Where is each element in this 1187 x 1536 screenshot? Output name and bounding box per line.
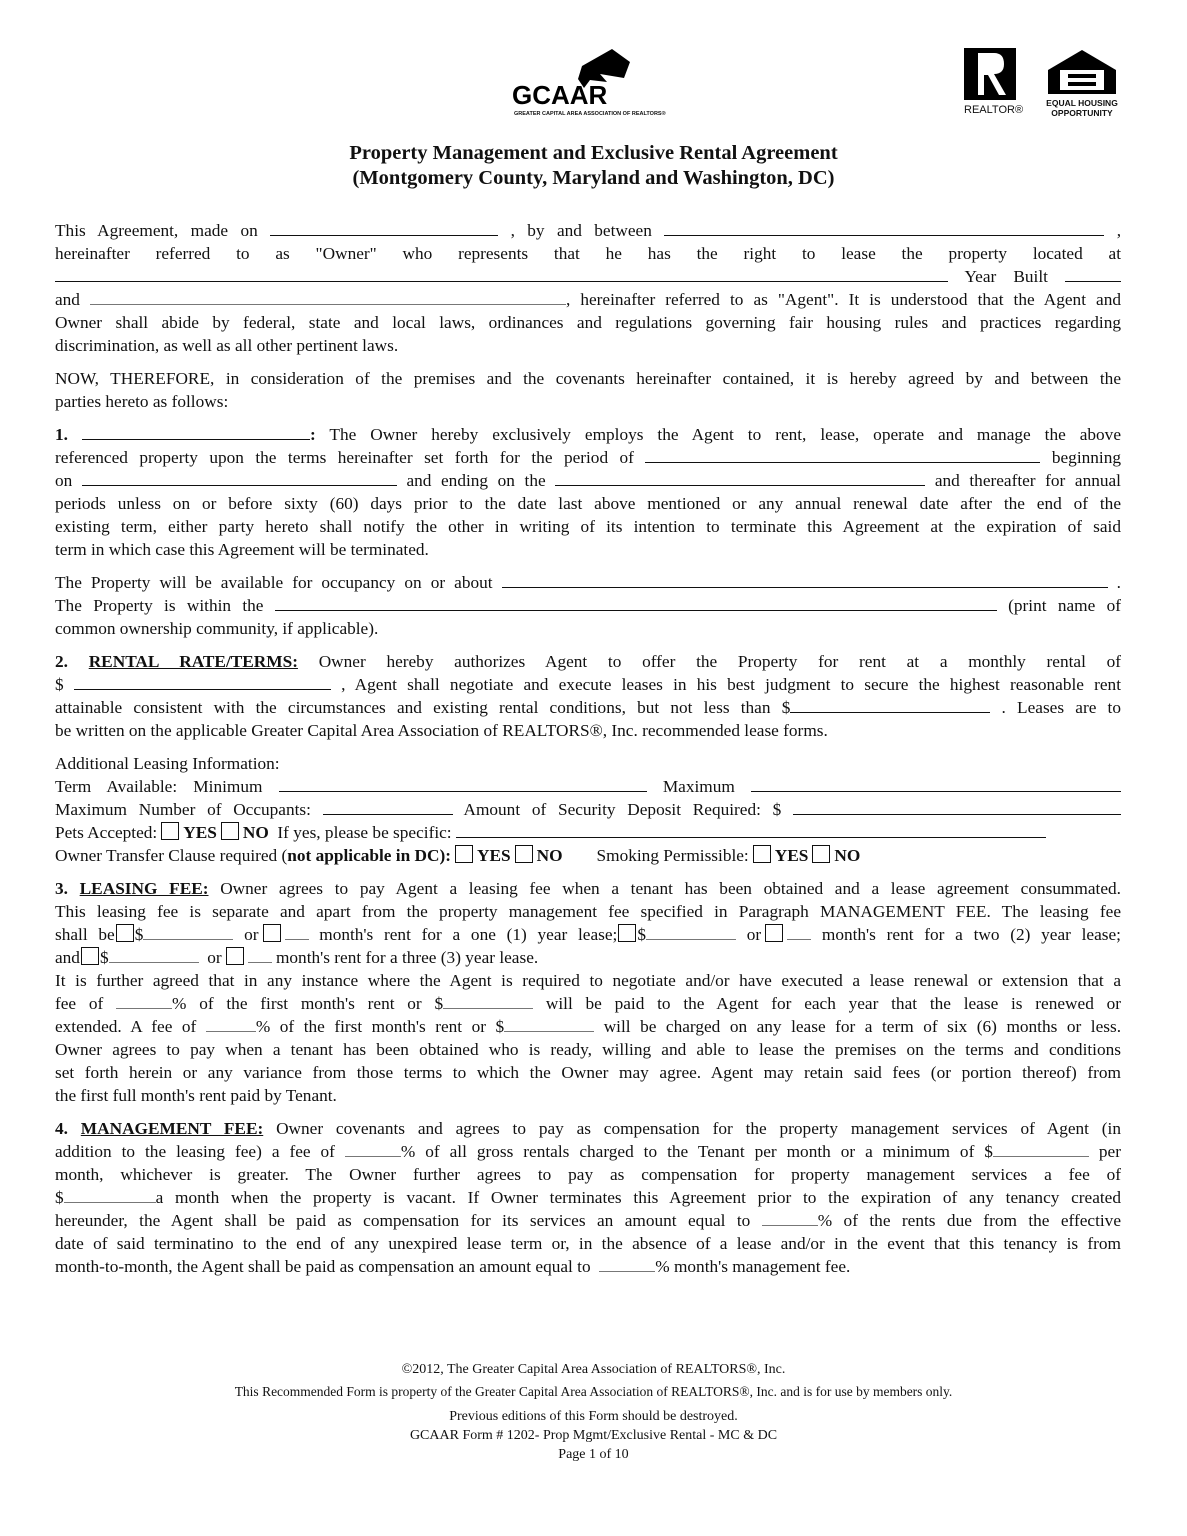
gcaar-logo: [512, 46, 666, 124]
s1-line: [55, 446, 1121, 469]
additional-info-label: Additional Leasing Information:: [55, 754, 280, 773]
text-segment: and: [55, 948, 80, 967]
s3-line: [55, 877, 1121, 900]
two-year-months-field[interactable]: [787, 923, 811, 940]
s1-heading-field[interactable]: [82, 423, 310, 440]
text-segment: YES: [183, 823, 217, 842]
text-segment: or: [746, 925, 762, 944]
s4-line: [55, 1255, 1121, 1278]
s3-line: Owner agrees to pay when a tenant has been obtained who is ready, willing and able to lease the premises on the terms and conditions: [55, 1040, 1121, 1059]
s3-line: [55, 1015, 1121, 1038]
one-year-amount-field[interactable]: [143, 923, 233, 940]
gcaar-subtitle: GREATER CAPITAL AREA ASSOCIATION OF REALTORS®: [514, 111, 666, 117]
text-segment: MANAGEMENT FEE:: [80, 1119, 264, 1138]
text-segment: Owner agrees to pay Agent a leasing fee when a tenant has been obtained and a lease agreement consummated.: [220, 879, 1121, 898]
pets-no-checkbox[interactable]: [221, 822, 239, 840]
vacant-fee-field[interactable]: [64, 1186, 156, 1203]
text-segment: NO: [536, 846, 563, 865]
text-segment: not applicable in DC):: [287, 846, 451, 865]
intro-line: [55, 265, 1121, 288]
text-segment: Maximum Number of Occupants:: [55, 800, 311, 819]
text-segment: month-to-month, the Agent shall be paid as compensation an amount equal to: [55, 1257, 591, 1276]
text-segment: Smoking Permissible:: [596, 846, 749, 865]
begin-date-field[interactable]: [82, 469, 397, 486]
text-segment: Year Built: [964, 267, 1048, 286]
text-segment: This Agreement, made on: [55, 221, 258, 240]
text-segment: $: [134, 925, 144, 944]
s4-line: month, whichever is greater. The Owner further agrees to pay as compensation for property management services a fee of: [55, 1165, 1121, 1184]
text-segment: 4.: [55, 1119, 68, 1138]
s4-line: [55, 1140, 1121, 1163]
text-segment: hereunder, the Agent shall be paid as compensation for its services an amount equal to: [55, 1211, 751, 1230]
s3-line: [55, 946, 1121, 969]
renewal-amount-field[interactable]: [443, 992, 533, 1009]
year-built-field[interactable]: [1065, 265, 1121, 282]
text-segment: Owner Transfer Clause required (: [55, 846, 288, 865]
period-field[interactable]: [645, 446, 1040, 463]
eho-line1: EQUAL HOUSING: [1046, 98, 1118, 108]
text-segment: The Owner hereby exclusively employs the Agent to rent, lease, operate and manage the above: [329, 425, 1121, 444]
three-year-amount-field[interactable]: [109, 946, 199, 963]
renewal-percent-field[interactable]: [116, 992, 172, 1009]
text-segment: month's rent for a two (2) year lease;: [821, 925, 1121, 944]
text-segment: YES: [774, 846, 809, 865]
text-segment: , by and between: [510, 221, 652, 240]
text-segment: Term Available: Minimum: [55, 777, 263, 796]
one-year-dollar-checkbox[interactable]: [116, 924, 134, 942]
text-segment: and: [55, 290, 80, 309]
community-line: common ownership community, if applicable).: [55, 619, 379, 638]
text-segment: % month's management fee.: [655, 1257, 851, 1276]
s3-line: It is further agreed that in any instance where the Agent is required to negotiate and/or have executed a lease renewal or extension that a: [55, 971, 1121, 990]
text-segment: Maximum: [662, 777, 735, 796]
footer-previous: Previous editions of this Form should be destroyed.: [449, 1409, 738, 1424]
intro-line: Owner shall abide by federal, state and local laws, ordinances and regulations governing fair housing rules and practices regarding: [55, 313, 1121, 332]
text-segment: beginning: [1051, 448, 1121, 467]
text-segment: Pets Accepted:: [55, 823, 158, 842]
text-segment: % of the rents due from the effective: [817, 1211, 1121, 1230]
s4-line: [55, 1209, 1121, 1232]
text-segment: RENTAL RATE/TERMS:: [88, 652, 298, 671]
intro-line: [55, 219, 1121, 242]
pets-specific-field[interactable]: [456, 821, 1046, 838]
text-segment: per: [1098, 1142, 1121, 1161]
text-segment: 2.: [55, 652, 68, 671]
text-segment: Amount of Security Deposit Required: $: [463, 800, 782, 819]
agent-field[interactable]: [90, 288, 566, 305]
s4-line: [55, 1186, 1121, 1209]
text-segment: :: [309, 425, 316, 444]
footer-page-number: Page 1 of 10: [558, 1447, 629, 1462]
end-date-field[interactable]: [555, 469, 925, 486]
s2-line: [55, 650, 1121, 673]
text-segment: LEASING FEE:: [79, 879, 209, 898]
text-segment: referenced property upon the terms hereinafter set forth for the period of: [55, 448, 634, 467]
text-segment: .: [1116, 573, 1121, 592]
text-segment: shall be: [55, 925, 115, 944]
now-line: NOW, THEREFORE, in consideration of the premises and the covenants hereinafter contained, it is hereby agreed by and between the: [55, 369, 1121, 388]
occupants-line: [55, 798, 1121, 821]
text-segment: or: [244, 925, 259, 944]
mgmt-percent-field[interactable]: [345, 1140, 401, 1157]
s1-line: [55, 423, 1121, 446]
text-segment: , hereinafter referred to as "Agent". It is understood that the Agent and: [566, 290, 1121, 309]
text-segment: on: [55, 471, 73, 490]
text-segment: addition to the leasing fee) a fee of: [55, 1142, 335, 1161]
intro-line: [55, 288, 1121, 311]
text-segment: $: [55, 675, 64, 694]
title-line1: Property Management and Exclusive Rental Agreement: [349, 142, 838, 164]
s4-line: [55, 1117, 1121, 1140]
m2m-percent-field[interactable]: [599, 1255, 655, 1272]
s1-line: term in which case this Agreement will be terminated.: [55, 540, 429, 559]
community-field[interactable]: [275, 594, 997, 611]
text-segment: % of the first month's rent or $: [255, 1017, 505, 1036]
occupants-field[interactable]: [323, 798, 453, 815]
min-term-field[interactable]: [279, 775, 647, 792]
s2-line: be written on the applicable Greater Capital Area Association of REALTORS®, Inc. recommended lease forms.: [55, 721, 828, 740]
s1-line: [55, 469, 1121, 492]
text-segment: a month when the property is vacant. If Owner terminates this Agreement prior to the expiration of any tenancy created: [155, 1188, 1121, 1207]
now-line: parties hereto as follows:: [55, 392, 229, 411]
text-segment: will be paid to the Agent for each year that the lease is renewed or: [545, 994, 1121, 1013]
title-line2: (Montgomery County, Maryland and Washington, DC): [352, 167, 835, 189]
text-segment: or: [207, 948, 222, 967]
two-year-months-checkbox[interactable]: [765, 924, 783, 942]
three-year-months-field[interactable]: [248, 946, 272, 963]
text-segment: 3.: [55, 879, 68, 898]
text-segment: If yes, please be specific:: [277, 823, 452, 842]
realtor-logo: [964, 48, 1023, 117]
occupancy-line: [55, 571, 1121, 594]
text-segment: The Property will be available for occupancy on or about: [55, 573, 493, 592]
gcaar-star-icon: [512, 46, 662, 108]
s3-line: set forth herein or any variance from those terms to which the Owner may agree. Agent may retain said fees (or portion thereof) from: [55, 1063, 1121, 1082]
smoking-no-checkbox[interactable]: [812, 845, 830, 863]
date-field[interactable]: [270, 219, 498, 236]
transfer-line: [55, 844, 1121, 867]
pets-yes-checkbox[interactable]: [161, 822, 179, 840]
text-segment: % of the first month's rent or $: [172, 994, 444, 1013]
equal-housing-house-icon: [1046, 48, 1118, 96]
three-year-months-checkbox[interactable]: [226, 947, 244, 965]
s4-line: date of said terminatino to the end of any unexpired lease term or, in the absence of a lease and/or in the event that this tenancy is from: [55, 1234, 1121, 1253]
s1-line: periods unless on or before sixty (60) days prior to the date last above mentioned or any annual renewal date after the end of the: [55, 494, 1121, 513]
mgmt-minimum-field[interactable]: [993, 1140, 1089, 1157]
text-segment: The Property is within the: [55, 596, 264, 615]
two-year-amount-field[interactable]: [646, 923, 736, 940]
text-segment: , Agent shall negotiate and execute leases in his best judgment to secure the highest reasonable rent: [341, 675, 1121, 694]
equal-housing-logo: [1046, 48, 1118, 118]
s3-line: the first full month's rent paid by Tenant.: [55, 1086, 337, 1105]
page-title: [0, 141, 1187, 191]
short-term-percent-field[interactable]: [206, 1015, 256, 1032]
text-segment: . Leases are to: [1001, 698, 1121, 717]
termination-percent-field[interactable]: [762, 1209, 818, 1226]
intro-line: discrimination, as well as all other pertinent laws.: [55, 336, 399, 355]
text-segment: 1.: [55, 425, 68, 444]
text-segment: % of all gross rentals charged to the Tenant per month or a minimum of $: [400, 1142, 993, 1161]
gcaar-wordmark: GCAAR: [512, 80, 608, 108]
s2-line: [55, 696, 1121, 719]
text-segment: NO: [242, 823, 269, 842]
s2-line: [55, 673, 1121, 696]
text-segment: ,: [1116, 221, 1121, 240]
text-segment: month's rent for a three (3) year lease.: [275, 948, 539, 967]
s1-line: existing term, either party hereto shall notify the other in writing of its intention to terminate this Agreement at the expiration of said: [55, 517, 1121, 536]
text-segment: (print name of: [1008, 596, 1121, 615]
text-segment: $: [99, 948, 109, 967]
community-line: [55, 594, 1121, 617]
text-segment: $: [637, 925, 646, 944]
s3-line: [55, 992, 1121, 1015]
smoking-yes-checkbox[interactable]: [753, 845, 771, 863]
agreement-body: [55, 219, 1121, 1278]
text-segment: Owner hereby authorizes Agent to offer the Property for rent at a monthly rental of: [318, 652, 1121, 671]
property-address-field[interactable]: [55, 265, 948, 282]
text-segment: and thereafter for annual: [934, 471, 1121, 490]
text-segment: will be charged on any lease for a term of six (6) months or less.: [603, 1017, 1121, 1036]
text-segment: NO: [834, 846, 861, 865]
s3-line: This leasing fee is separate and apart from the property management fee specified in Paragraph MANAGEMENT FEE. The leasing fee: [55, 902, 1121, 921]
monthly-rent-field[interactable]: [74, 673, 331, 690]
deposit-field[interactable]: [793, 798, 1121, 815]
owner-field[interactable]: [664, 219, 1104, 236]
s3-line: [55, 923, 1121, 946]
transfer-yes-checkbox[interactable]: [455, 845, 473, 863]
text-segment: Owner covenants and agrees to pay as compensation for the property management services of Agent (in: [276, 1119, 1121, 1138]
footer-copyright: ©2012, The Greater Capital Area Association of REALTORS®, Inc.: [401, 1362, 786, 1377]
text-segment: and ending on the: [406, 471, 546, 490]
occupancy-date-field[interactable]: [502, 571, 1108, 588]
transfer-no-checkbox[interactable]: [515, 845, 533, 863]
one-year-months-field[interactable]: [285, 923, 309, 940]
text-segment: month's rent for a one (1) year lease;: [319, 925, 618, 944]
text-segment: fee of: [55, 994, 104, 1013]
two-year-dollar-checkbox[interactable]: [618, 924, 636, 942]
realtor-r-icon: [964, 48, 1016, 100]
footer-form-number: GCAAR Form # 1202- Prop Mgmt/Exclusive Rental - MC & DC: [409, 1428, 778, 1443]
term-line: [55, 775, 1121, 798]
intro-line: hereinafter referred to as "Owner" who represents that he has the right to lease the property located at: [55, 244, 1121, 263]
text-segment: extended. A fee of: [55, 1017, 197, 1036]
min-rent-field[interactable]: [790, 696, 990, 713]
realtor-text: REALTOR®: [964, 104, 1024, 116]
one-year-months-checkbox[interactable]: [263, 924, 281, 942]
text-segment: $: [55, 1188, 64, 1207]
text-segment: YES: [477, 846, 511, 865]
max-term-field[interactable]: [751, 775, 1121, 792]
text-segment: attainable consistent with the circumstances and existing rental conditions, but not less than $: [55, 698, 791, 717]
eho-line2: OPPORTUNITY: [1051, 108, 1113, 118]
three-year-dollar-checkbox[interactable]: [81, 947, 99, 965]
short-term-amount-field[interactable]: [504, 1015, 594, 1032]
footer-property: This Recommended Form is property of the Greater Capital Area Association of REALTORS®, Inc. and is for use by members only.: [234, 1384, 953, 1399]
pets-line: [55, 821, 1121, 844]
